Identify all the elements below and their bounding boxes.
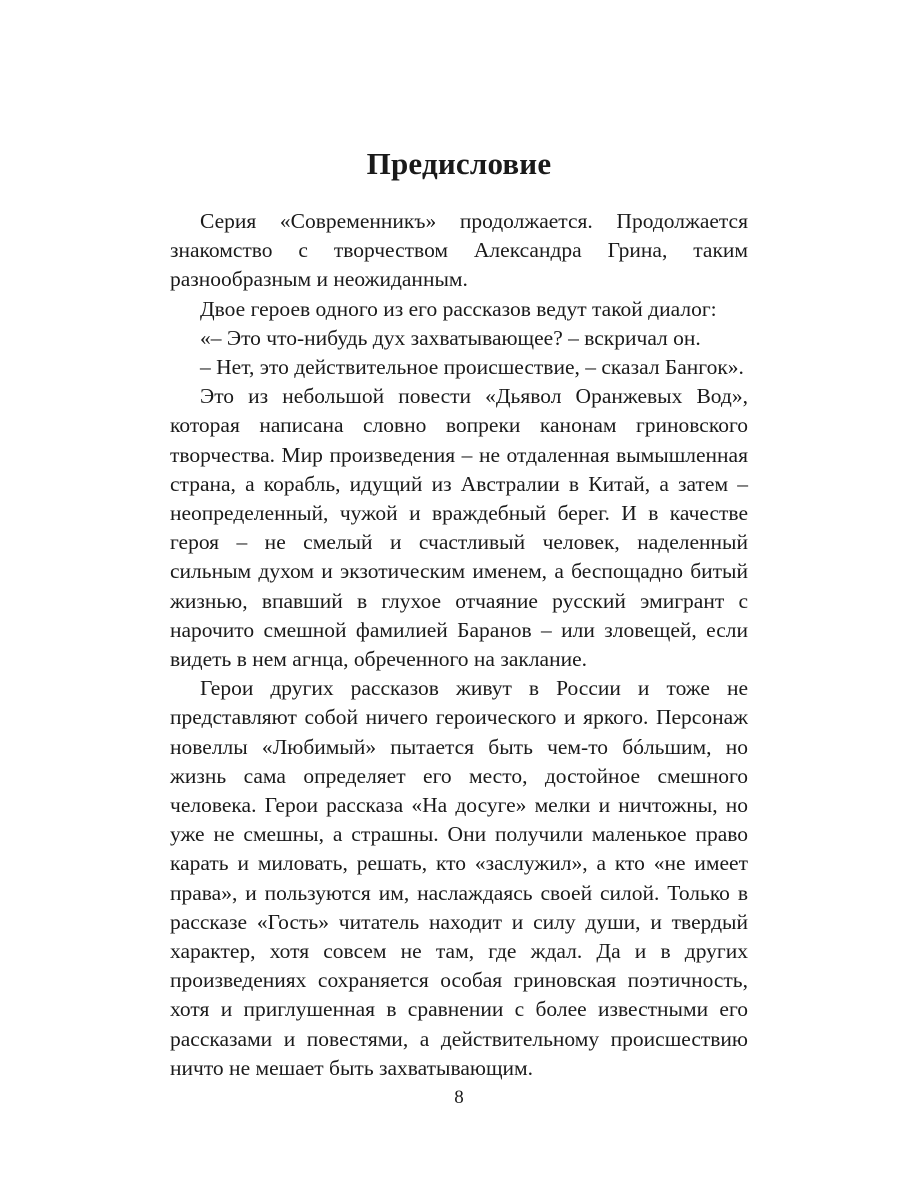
page-title: Предисловие: [366, 146, 552, 181]
paragraph-4-dialogue: – Нет, это действительное происшествие, – сказал Бангок».: [200, 355, 744, 380]
body-text: [170, 207, 748, 1083]
page-number: 8: [454, 1087, 464, 1108]
book-page: [170, 0, 748, 1200]
paragraph-6: Герои других рассказов живут в России и тоже не представляют собой ничего героического и яркого. Персонаж новеллы «Любимый» пытается быть чем-то бóльшим, но жизнь сама определяет его место, достойное смешного человека. Герои рассказа «На досуге» мелки и ничтожны, но уже не смешны, а страшны. Они получили маленькое право карать и миловать, решать, кто «заслужил», а кто «не имеет права», и пользуются им, наслаждаясь своей силой. Только в рассказе «Гость» читатель находит и силу души, и твердый характер, хотя совсем не там, где ждал. Да и в других произведениях сохраняется особая гриновская поэтичность, хотя и приглушенная в сравнении с более известными его рассказами и повестями, а действительному происшествию ничто не мешает быть захватывающим.: [170, 676, 748, 1080]
paragraph-3-dialogue: «– Это что-нибудь дух захватывающее? – вскричал он.: [200, 325, 701, 350]
paragraph-5: Это из небольшой повести «Дьявол Оранжевых Вод», которая написана словно вопреки канонам гриновского творчества. Мир произведения – не отдаленная вымышленная страна, а корабль, идущий из Австралии в Китай, а затем – неопределенный, чужой и враждебный берег. И в качестве героя – не смелый и счастливый человек, наделенный сильным духом и экзотическим именем, а беспощадно битый жизнью, впавший в глухое отчаяние русский эмигрант с нарочито смешной фамилией Баранов – или зловещей, если видеть в нем агнца, обреченного на заклание.: [170, 384, 748, 672]
paragraph-1: Серия «Современникъ» продолжается. Продолжается знакомство с творчеством Александра Грина, таким разнообразным и неожиданным.: [170, 209, 748, 292]
paragraph-2: Двое героев одного из его рассказов ведут такой диалог:: [200, 296, 717, 321]
